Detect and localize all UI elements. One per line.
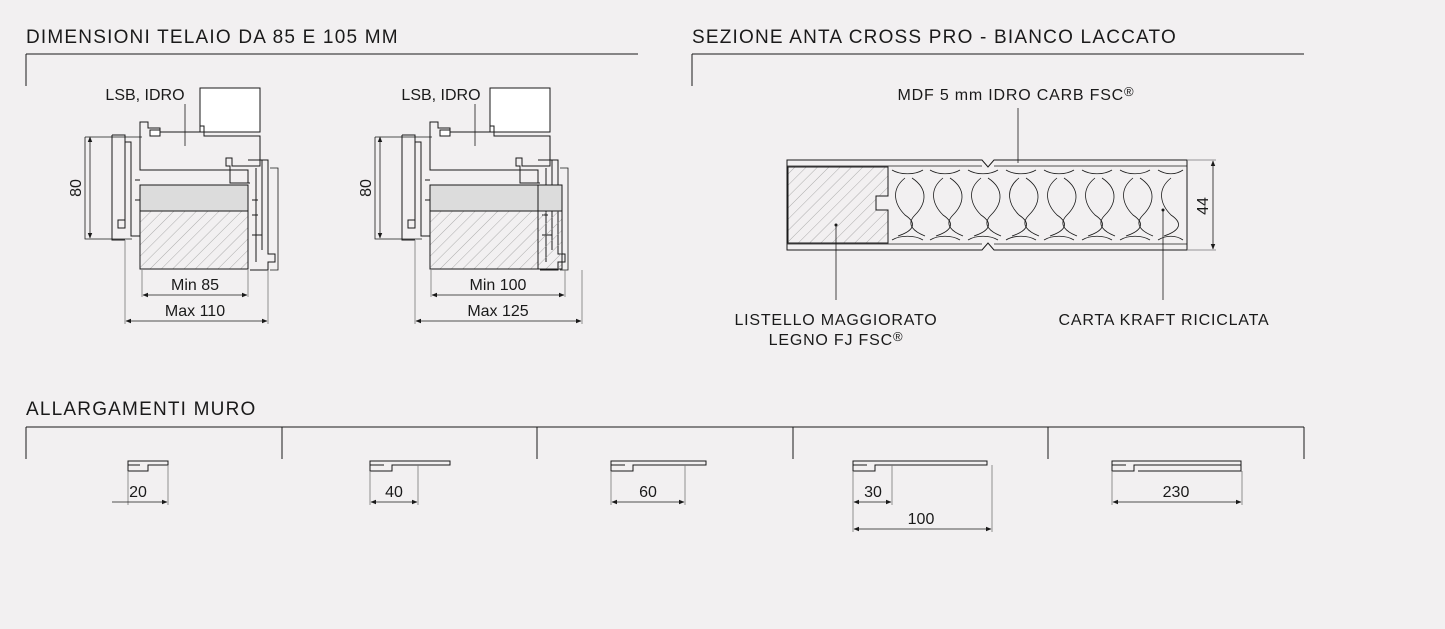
wall-extension-20-label: 20 [129, 484, 147, 501]
frame-105-seal-label: LSB, IDRO [401, 87, 481, 104]
door-section-drawing [734, 84, 1269, 349]
frame-85-max-label: Max 110 [164, 303, 226, 320]
frame-105-drawing [358, 87, 582, 324]
frame-85-min-label: Min 85 [170, 277, 220, 294]
wall-extension-30-label: 30 [864, 484, 882, 501]
listello-callout-line1: LISTELLO MAGGIORATO [734, 312, 938, 329]
frame-85-height-label: 80 [68, 179, 85, 197]
frame-105-min-label: Min 100 [469, 277, 527, 294]
sezione-title: SEZIONE ANTA CROSS PRO - BIANCO LACCATO [692, 27, 1177, 48]
mdf-callout: MDF 5 mm IDRO CARB FSC® [897, 84, 1135, 104]
telaio-bracket [26, 54, 638, 86]
listello-callout-line2: LEGNO FJ FSC® [768, 329, 904, 349]
allargamenti-bracket [26, 427, 1304, 459]
frame-85-seal-label: LSB, IDRO [105, 87, 185, 104]
allargamenti-title: ALLARGAMENTI MURO [26, 399, 257, 420]
wall-extension-230 [1112, 461, 1242, 505]
door-thickness-label: 44 [1195, 197, 1212, 215]
wall-extension-20 [112, 461, 168, 505]
wall-extension-100-label: 100 [907, 511, 935, 528]
sezione-bracket [692, 54, 1304, 86]
telaio-title: DIMENSIONI TELAIO DA 85 E 105 MM [26, 27, 399, 48]
wall-extension-230-label: 230 [1162, 484, 1190, 501]
wall-extension-100 [853, 461, 992, 532]
frame-105-max-label: Max 125 [467, 303, 529, 320]
kraft-callout: CARTA KRAFT RICICLATA [1058, 312, 1270, 329]
kraft-cells [892, 170, 1183, 240]
wall-extension-40 [370, 461, 450, 505]
wall-extension-60 [611, 461, 706, 505]
frame-85-drawing [68, 87, 278, 324]
wall-extension-60-label: 60 [639, 484, 657, 501]
frame-105-height-label: 80 [358, 179, 375, 197]
wall-extension-40-label: 40 [385, 484, 403, 501]
